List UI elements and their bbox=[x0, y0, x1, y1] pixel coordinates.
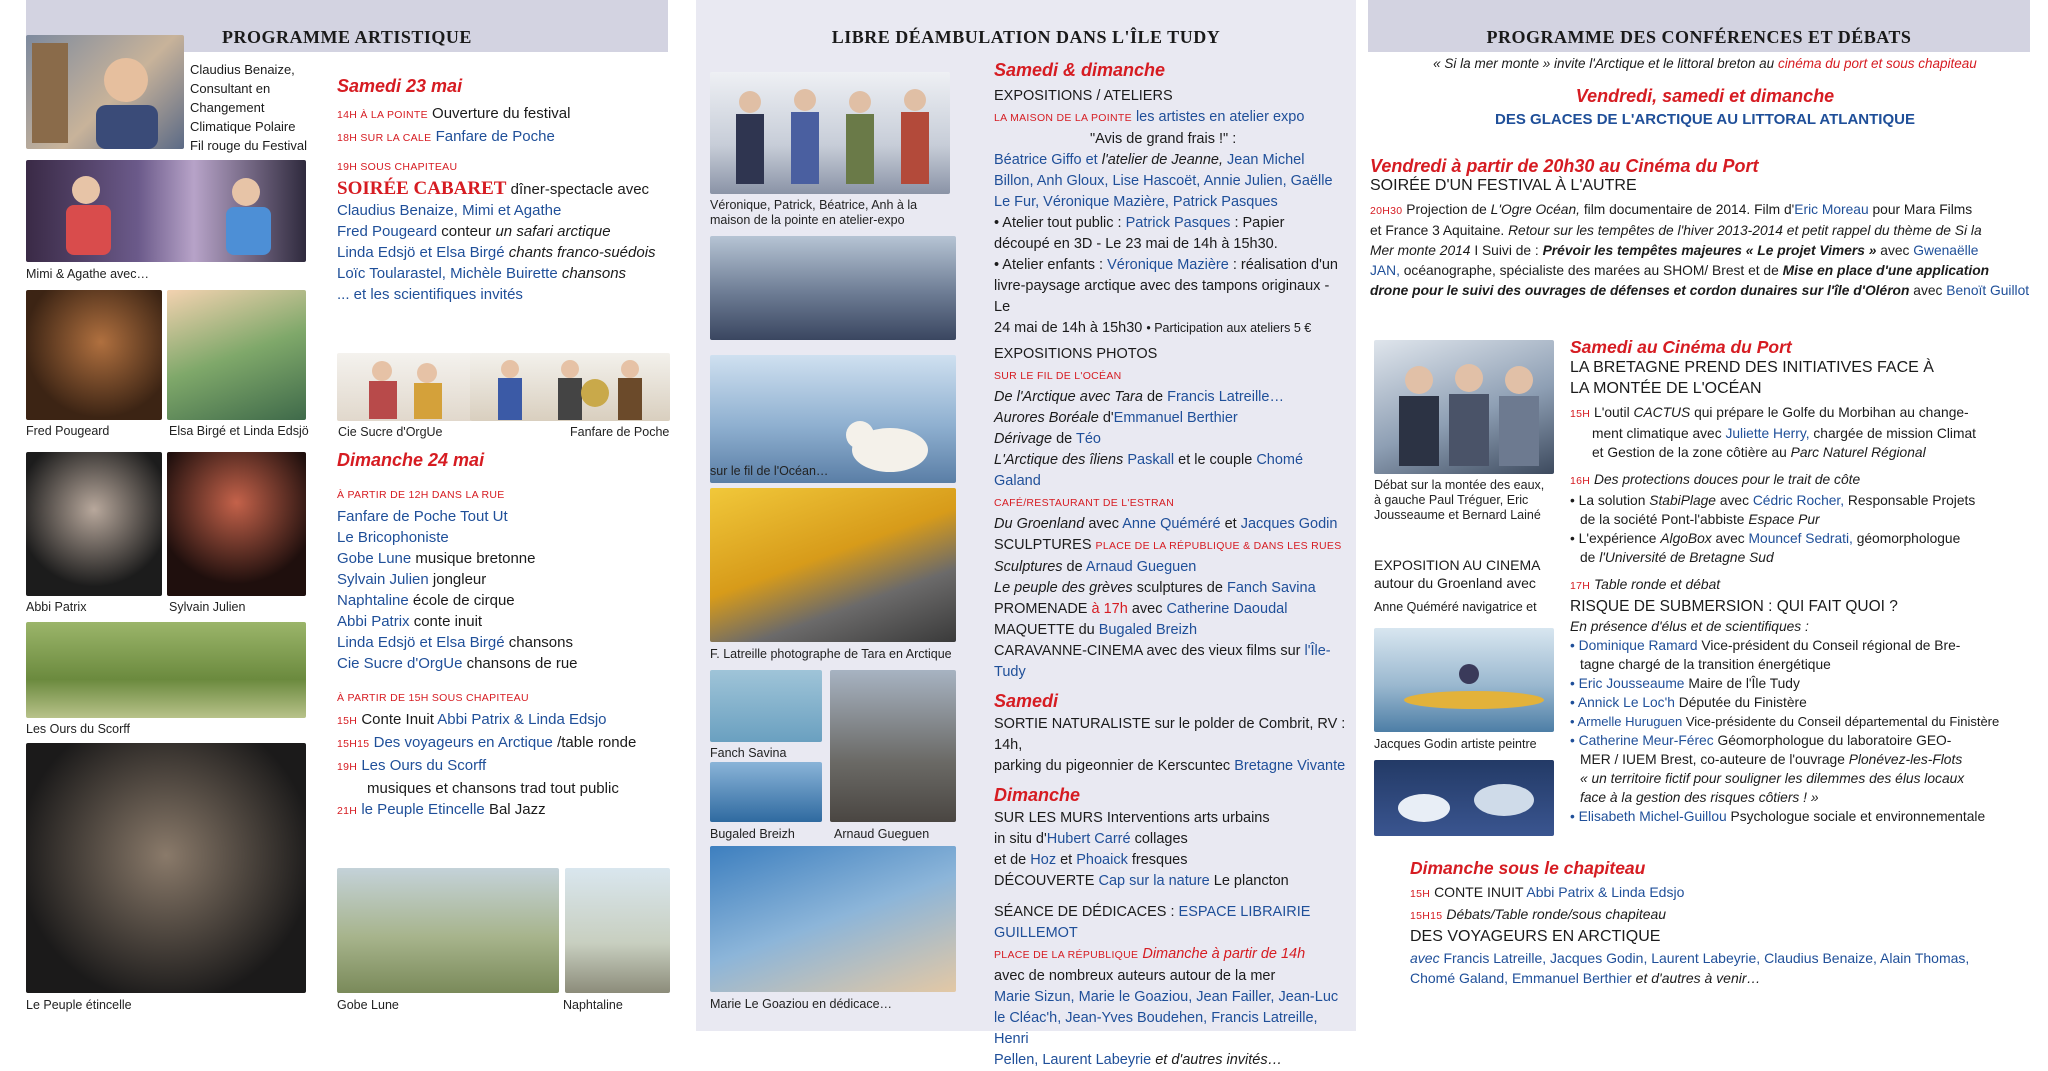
caption: Le Peuple étincelle bbox=[26, 998, 132, 1012]
photo-elsa-linda bbox=[167, 290, 306, 420]
sunday-programme: Dimanche 24 mai À PARTIR DE 12H DANS LA RUE Fanfare de Poche Tout Ut Le Bricophoniste Gobe Lune musique bretonne Sylvain Julien jongleur Naphtaline école de cirque Abbi Patrix conte inuit Linda Edsjö et Elsa Birgé chansons Cie Sucre d'OrgUe chansons de rue À PARTIR DE 15H SOUS CHAPITEAU 15H Conte Inuit Abbi Patrix & Linda Edsjo 15H15 Des voyageurs en Arctique /table ronde 19H Les Ours du Scorff musiques et chansons trad tout public 21H le Peuple Etincelle Bal Jazz bbox=[337, 450, 677, 822]
photo-arnaud-gueguen bbox=[830, 670, 956, 822]
panel-libre-deambulation bbox=[696, 0, 1356, 1068]
musicians-icon bbox=[470, 353, 670, 421]
photo-fanch-savina bbox=[710, 670, 822, 742]
caption: Bugaled Breizh bbox=[710, 827, 795, 841]
caption: F. Latreille photographe de Tara en Arctique bbox=[710, 647, 952, 661]
photo-mimi-agathe bbox=[26, 160, 306, 262]
photo-atelier-expo bbox=[710, 72, 950, 194]
caption: Véronique, Patrick, Béatrice, Anh à la maison de la pointe en atelier-expo bbox=[710, 198, 918, 227]
photo-peuple-etincelle bbox=[26, 743, 306, 993]
photo-fanfare-de-poche bbox=[470, 353, 670, 421]
photo-fred-pougeard bbox=[26, 290, 162, 420]
day-title: Samedi 23 mai bbox=[337, 76, 463, 96]
photo-ours-du-scorff bbox=[26, 622, 306, 718]
section-header: PROGRAMME DES CONFÉRENCES ET DÉBATS bbox=[1368, 0, 2030, 52]
kayak-icon bbox=[1374, 628, 1554, 732]
caption: Débat sur la montée des eaux, à gauche Paul Tréguer, Eric Jousseaume et Bernard Lainé bbox=[1374, 478, 1545, 522]
sunday-chapiteau: Dimanche sous le chapiteau 15H CONTE INUIT Abbi Patrix & Linda Edsjo 15H15 Débats/Table ronde/sous chapiteau DES VOYAGEURS EN ARCTIQUE avec Francis Latreille, Jacques Godin, Laurent Labeyrie, Claudius Benaize, Alain Thomas, Chomé Galand, Emmanuel Berthier et d'autres à venir… bbox=[1410, 858, 1970, 986]
saturday-cinema: Samedi au Cinéma du Port LA BRETAGNE PREND DES INITIATIVES FACE À LA MONTÉE DE L'OCÉAN 15H L'outil CACTUS qui prépare le Golfe du Morbihan au change- ment climatique avec Juliette Herry, chargée de mission Climat et Gestion de la zone côtière au Parc Naturel Régional 16H Des protections douces pour le trait de côte • La solution StabiPlage avec Cédric Rocher, Responsable Projets de la société Pont-l'abbiste Espace Pur • L'expérience AlgoBox avec Mouncef Sedrati, géomorphologue de l'Université de Bretagne Sud 17H Table ronde et débat RISQUE DE SUBMERSION : QUI FAIT QUOI ? En présence d'élus et de scientifiques : • Dominique Ramard Vice-président du Conseil régional de Bre- tagne chargé de la transition énergétique • Eric Jousseaume Maire de l'Île Tudy • Annick Le Loc'h Députée du Finistère • Armelle Huruguen Vice-présidente du Conseil départemental du Finistère • Catherine Meur-Férec Géomorphologue du laboratoire GEO- MER / IUEM Brest, co-auteure de l'ouvrage Plonévez-les-Flots « un territoire fictif pour souligner les dilemmes des élus locaux face à la gestion des risques côtiers ! » • Elisabeth Michel-Guillou Psychologue sociale et environnementale bbox=[1570, 337, 2000, 824]
intro-line: « Si la mer monte » invite l'Arctique et le littoral breton au cinéma du port et sous chapiteau bbox=[1433, 56, 1977, 71]
day-title: Dimanche 24 mai bbox=[337, 450, 485, 470]
portrait-icon bbox=[26, 35, 184, 149]
caption: Fred Pougeard bbox=[26, 424, 110, 438]
group-people-icon bbox=[710, 72, 950, 194]
photo-cie-sucre-orgue bbox=[337, 353, 472, 421]
photo-abbi-patrix bbox=[26, 452, 162, 596]
photo-debat bbox=[1374, 340, 1554, 474]
photo-peinture-godin bbox=[1374, 760, 1554, 836]
caption: Les Ours du Scorff bbox=[26, 722, 130, 736]
section-header: LIBRE DÉAMBULATION DANS L'ÎLE TUDY bbox=[831, 27, 1221, 47]
photo-dedicace bbox=[710, 846, 956, 992]
caption: Naphtaline bbox=[563, 998, 623, 1012]
caption: Mimi & Agathe avec… bbox=[26, 267, 149, 281]
photo-harbour bbox=[710, 236, 956, 340]
caption: Marie Le Goaziou en dédicace… bbox=[710, 997, 893, 1011]
section-header: PROGRAMME ARTISTIQUE bbox=[26, 0, 668, 52]
caption: sur le fil de l'Océan… bbox=[710, 464, 829, 478]
caption: Arnaud Gueguen bbox=[834, 827, 930, 841]
intro-fil-rouge: Claudius Benaize, Consultant en Changement Climatique Polaire Fil rouge du Festival bbox=[190, 62, 308, 153]
caption: Jacques Godin artiste peintre bbox=[1374, 737, 1537, 751]
photo-sylvain-julien bbox=[167, 452, 306, 596]
photo-naphtaline bbox=[565, 868, 670, 993]
caption: Cie Sucre d'OrgUe bbox=[338, 425, 443, 439]
vsd-block: Vendredi, samedi et dimanche DES GLACES DE L'ARCTIQUE AU LITTORAL ATLANTIQUE bbox=[1495, 86, 1915, 128]
expo-cinema: EXPOSITION AU CINEMA autour du Groenland avec Anne Quéméré navigatrice et bbox=[1374, 557, 1541, 614]
photo-kayak bbox=[1374, 628, 1554, 732]
photo-latreille bbox=[710, 488, 956, 642]
performers-icon bbox=[26, 160, 306, 262]
caption: Abbi Patrix bbox=[26, 600, 87, 614]
deambulation-text: Samedi & dimanche EXPOSITIONS / ATELIERS LA MAISON DE LA POINTE les artistes en atelier expo "Avis de grand frais !" : Béatrice Giffo et l'atelier de Jeanne, Jean Michel Billon, Anh Gloux, Lise Hascoët, Annie Julien, Gaëlle Le Fur, Véronique Mazière, Patrick Pasques • Atelier tout public : Patrick Pasques : Papier découpé en 3D - Le 23 mai de 14h à 15h30. • Atelier enfants : Véronique Mazière : réalisation d'un livre-paysage arctique avec des tampons originaux - Le 24 mai de 14h à 15h30 • Participation aux ateliers 5 € EXPOSITIONS PHOTOS SUR LE FIL DE L'OCÉAN De l'Arctique avec Tara de Francis Latreille… Aurores Boréale d'Emmanuel Berthier Dérivage de Téo L'Arctique des îliens Paskall et le couple Chomé Galand CAFÉ/RESTAURANT DE L'ESTRAN Du Groenland avec Anne Quéméré et Jacques Godin SCULPTURES PLACE DE LA RÉPUBLIQUE & DANS LES RUES Sculptures de Arnaud Gueguen Le peuple des grèves sculptures de Fanch Savina PROMENADE à 17h avec Catherine Daoudal MAQUETTE du Bugaled Breizh CARAVANNE-CINEMA avec des vieux films sur l'Île-Tudy Samedi SORTIE NATURALISTE sur le polder de Combrit, RV : 14h, parking du pigeonnier de Kerscuntec Bretagne Vivante Dimanche SUR LES MURS Interventions arts urbains in situ d'Hubert Carré collages et de Hoz et Phoaick fresques DÉCOUVERTE Cap sur la nature Le plancton SÉANCE DE DÉDICACES : ESPACE LIBRAIRIE GUILLEMOT PLACE DE LA RÉPUBLIQUE Dimanche à partir de 14h avec de nombreux auteurs autour de la mer Marie Sizun, Marie le Goaziou, Jean Failler, Jean-Luc le Cléac'h, Jean-Yves Boudehen, Francis Latreille, Henri Pellen, Laurent Labeyrie et d'autres invités… bbox=[994, 60, 1346, 1068]
clowns-icon bbox=[337, 353, 472, 421]
caption: Fanch Savina bbox=[710, 746, 787, 760]
friday-block: Vendredi à partir de 20h30 au Cinéma du Port SOIRÉE D'UN FESTIVAL À L'AUTRE 20H30 Projection de L'Ogre Océan, film documentaire de 2014. Film d'Eric Moreau pour Mara Films et France 3 Aquitaine. Retour sur les tempêtes de l'hiver 2013-2014 et petit rappel du thème de Si la Mer monte 2014 I Suivi de : Prévoir les tempêtes majeures « Le projet Vimers » avec Gwenaëlle JAN, océanographe, spécialiste des marées au SHOM/ Brest et de Mise en place d'une application drone pour le suivi des ouvrages de défenses et cordon dunaires sur l'île d'Oléron avec Benoït Guillot bbox=[1370, 156, 2030, 298]
photo-bugaled-breizh bbox=[710, 762, 822, 822]
saturday-programme: Samedi 23 mai 14H À LA POINTE Ouverture du festival 18H SUR LA CALE Fanfare de Poche 19H SOUS CHAPITEAU SOIRÉE CABARET dîner-spectacle avec Claudius Benaize, Mimi et Agathe Fred Pougeard conteur un safari arctique Linda Edsjö et Elsa Birgé chants franco-suédois Loïc Toularastel, Michèle Buirette chansons ... et les scientifiques invités bbox=[337, 76, 677, 305]
painting-icon bbox=[1374, 760, 1554, 836]
caption: Sylvain Julien bbox=[169, 600, 246, 614]
cabaret-title: SOIRÉE CABARET bbox=[337, 178, 507, 199]
caption: Elsa Birgé et Linda Edsjö bbox=[169, 424, 309, 438]
caption: Fanfare de Poche bbox=[570, 425, 670, 439]
photo-claudius-benaize bbox=[26, 35, 184, 149]
panel-conferences-debats bbox=[1362, 0, 2048, 1031]
caption: Gobe Lune bbox=[337, 998, 399, 1012]
photo-gobe-lune bbox=[337, 868, 559, 993]
panel-programme-artistique bbox=[0, 0, 690, 1031]
speakers-icon bbox=[1374, 340, 1554, 474]
